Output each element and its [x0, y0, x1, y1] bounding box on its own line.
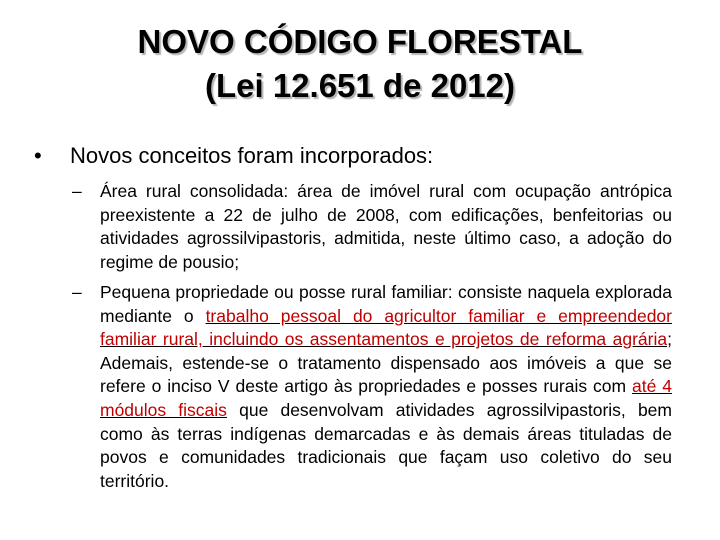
highlighted-text: trabalho pessoal do agricultor familiar e empreendedor familiar rural, incluindo os assentamentos e projetos de reforma agrária: [100, 305, 672, 350]
dash-icon: –: [72, 282, 82, 302]
sub-bullet-text: [100, 281, 672, 493]
highlighted-text: até 4 módulos fiscais: [100, 376, 672, 420]
text-segment: que desenvolvam atividades agrossilvipastoris, bem como às terras indígenas demarcadas e às demais áreas tituladas de povos e comunidades tradicionais que façam uso coletivo do seu território.: [100, 399, 672, 491]
text-segment: Pequena propriedade ou posse rural familiar: consiste naquela explorada mediante o: [100, 282, 672, 326]
title-line-1: NOVO CÓDIGO FLORESTAL: [137, 23, 583, 60]
dash-icon: –: [72, 181, 82, 201]
title-line-2: (Lei 12.651 de 2012): [204, 67, 516, 104]
sub-bullet-pequena-propriedade: [72, 281, 672, 493]
bullet-text: Novos conceitos foram incorporados:: [70, 143, 434, 168]
text-segment: ; Ademais, estende-se o tratamento dispensado aos imóveis a que se refere o inciso V deste artigo às propriedades e posses rurais com: [100, 329, 672, 397]
slide-title: [40, 20, 680, 108]
sub-bullet-area-rural-consolidada: [72, 180, 672, 274]
sub-bullet-text: Área rural consolidada: área de imóvel rural com ocupação antrópica preexistente a 22 de julho de 2008, com edificações, benfeitorias ou atividades agrossilvipastoris, admitida, neste último caso, a adoção do regime de pousio;: [100, 181, 672, 272]
bullet-icon: •: [34, 143, 42, 168]
